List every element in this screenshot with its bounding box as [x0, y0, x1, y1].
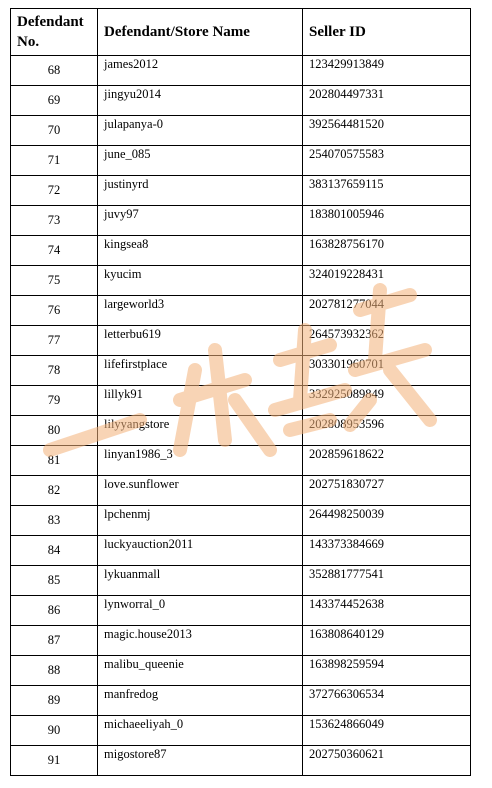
- table-row: [11, 266, 471, 296]
- defendant-no-cell: 90: [11, 716, 98, 746]
- seller-id-cell: 264573932362: [303, 326, 471, 356]
- table-row: [11, 296, 471, 326]
- seller-id-cell: 202751830727: [303, 476, 471, 506]
- defendant-no-cell: 70: [11, 116, 98, 146]
- table-body: [11, 56, 471, 776]
- store-name-cell: malibu_queenie: [98, 656, 303, 686]
- defendant-no-cell: 84: [11, 536, 98, 566]
- seller-id-cell: 202859618622: [303, 446, 471, 476]
- table-header-row: [11, 9, 471, 56]
- store-name-cell: magic.house2013: [98, 626, 303, 656]
- table-row: [11, 536, 471, 566]
- store-name-cell: juvy97: [98, 206, 303, 236]
- defendant-no-cell: 75: [11, 266, 98, 296]
- defendant-no-cell: 79: [11, 386, 98, 416]
- seller-id-cell: 143374452638: [303, 596, 471, 626]
- defendant-no-cell: 87: [11, 626, 98, 656]
- store-name-cell: james2012: [98, 56, 303, 86]
- defendant-no-cell: 85: [11, 566, 98, 596]
- table-row: [11, 686, 471, 716]
- table-row: [11, 386, 471, 416]
- defendant-no-cell: 80: [11, 416, 98, 446]
- seller-id-cell: 123429913849: [303, 56, 471, 86]
- store-name-cell: jingyu2014: [98, 86, 303, 116]
- store-name-cell: manfredog: [98, 686, 303, 716]
- table-row: [11, 626, 471, 656]
- seller-id-cell: 392564481520: [303, 116, 471, 146]
- seller-id-cell: 153624866049: [303, 716, 471, 746]
- defendant-no-cell: 82: [11, 476, 98, 506]
- store-name-cell: lillyk91: [98, 386, 303, 416]
- table-row: [11, 656, 471, 686]
- seller-id-cell: 202781277044: [303, 296, 471, 326]
- header-seller-id: Seller ID: [303, 9, 471, 56]
- table-row: [11, 446, 471, 476]
- store-name-cell: justinyrd: [98, 176, 303, 206]
- table-row: [11, 356, 471, 386]
- table-row: [11, 326, 471, 356]
- seller-id-cell: 264498250039: [303, 506, 471, 536]
- defendant-no-cell: 89: [11, 686, 98, 716]
- seller-id-cell: 324019228431: [303, 266, 471, 296]
- store-name-cell: letterbu619: [98, 326, 303, 356]
- seller-id-cell: 143373384669: [303, 536, 471, 566]
- store-name-cell: migostore87: [98, 746, 303, 776]
- store-name-cell: lpchenmj: [98, 506, 303, 536]
- table-row: [11, 566, 471, 596]
- defendant-no-cell: 68: [11, 56, 98, 86]
- store-name-cell: kyucim: [98, 266, 303, 296]
- store-name-cell: lykuanmall: [98, 566, 303, 596]
- store-name-cell: linyan1986_3: [98, 446, 303, 476]
- seller-id-cell: 163828756170: [303, 236, 471, 266]
- defendants-table: [10, 8, 471, 776]
- store-name-cell: lynworral_0: [98, 596, 303, 626]
- defendant-no-cell: 71: [11, 146, 98, 176]
- defendant-no-cell: 91: [11, 746, 98, 776]
- store-name-cell: june_085: [98, 146, 303, 176]
- defendant-no-cell: 88: [11, 656, 98, 686]
- defendant-no-cell: 81: [11, 446, 98, 476]
- table-row: [11, 476, 471, 506]
- header-defendant-no: Defendant No.: [11, 9, 98, 56]
- defendant-no-cell: 76: [11, 296, 98, 326]
- table-row: [11, 146, 471, 176]
- table-row: [11, 416, 471, 446]
- seller-id-cell: 202808953596: [303, 416, 471, 446]
- seller-id-cell: 202750360621: [303, 746, 471, 776]
- seller-id-cell: 332925089849: [303, 386, 471, 416]
- defendant-no-cell: 78: [11, 356, 98, 386]
- table-row: [11, 746, 471, 776]
- table-row: [11, 596, 471, 626]
- table-row: [11, 86, 471, 116]
- seller-id-cell: 163808640129: [303, 626, 471, 656]
- store-name-cell: lifefirstplace: [98, 356, 303, 386]
- table-row: [11, 206, 471, 236]
- table-row: [11, 506, 471, 536]
- seller-id-cell: 372766306534: [303, 686, 471, 716]
- store-name-cell: lilyyangstore: [98, 416, 303, 446]
- store-name-cell: luckyauction2011: [98, 536, 303, 566]
- table-row: [11, 716, 471, 746]
- table-row: [11, 56, 471, 86]
- seller-id-cell: 383137659115: [303, 176, 471, 206]
- defendant-no-cell: 86: [11, 596, 98, 626]
- header-store-name: Defendant/Store Name: [98, 9, 303, 56]
- store-name-cell: julapanya-0: [98, 116, 303, 146]
- seller-id-cell: 352881777541: [303, 566, 471, 596]
- store-name-cell: kingsea8: [98, 236, 303, 266]
- seller-id-cell: 202804497331: [303, 86, 471, 116]
- defendant-no-cell: 77: [11, 326, 98, 356]
- defendant-no-cell: 74: [11, 236, 98, 266]
- store-name-cell: largeworld3: [98, 296, 303, 326]
- table-row: [11, 236, 471, 266]
- store-name-cell: love.sunflower: [98, 476, 303, 506]
- defendant-no-cell: 72: [11, 176, 98, 206]
- seller-id-cell: 254070575583: [303, 146, 471, 176]
- store-name-cell: michaeeliyah_0: [98, 716, 303, 746]
- seller-id-cell: 183801005946: [303, 206, 471, 236]
- seller-id-cell: 303301960701: [303, 356, 471, 386]
- defendant-no-cell: 69: [11, 86, 98, 116]
- seller-id-cell: 163898259594: [303, 656, 471, 686]
- table-row: [11, 116, 471, 146]
- defendant-no-cell: 73: [11, 206, 98, 236]
- defendant-no-cell: 83: [11, 506, 98, 536]
- table-row: [11, 176, 471, 206]
